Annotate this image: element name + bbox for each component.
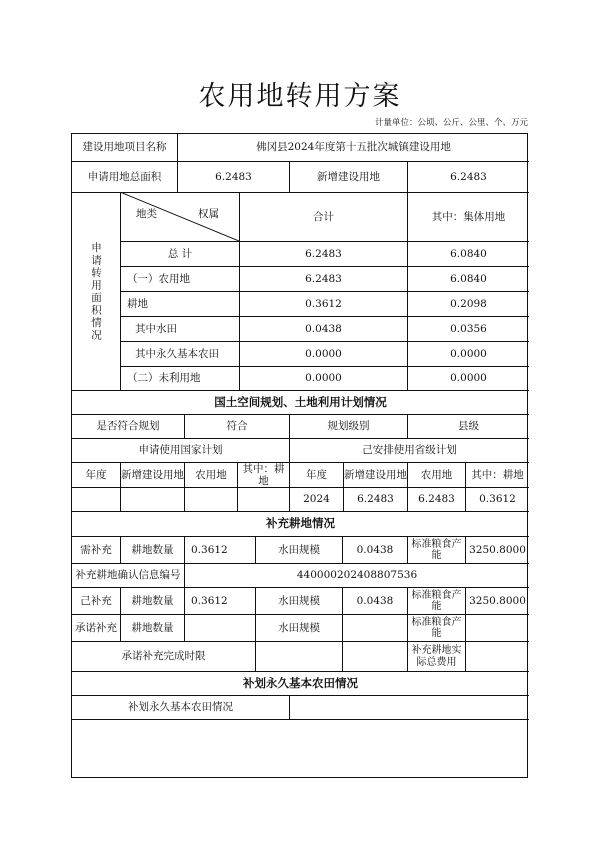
row-paddy-collective: 0.0356 [407,316,529,341]
col-year-1: 年度 [72,462,120,487]
done-grain: 3250.8000 [465,587,529,614]
row-unused-label: （二）未利用地 [120,366,239,390]
confirm-value: 440000202408807536 [184,563,529,587]
row-cultivated-label: 耕地 [120,291,239,316]
total-area-value: 6.2483 [177,161,289,192]
row-farmland-label: （一）农用地 [120,266,239,291]
done-qty-label: 耕地数量 [120,587,184,614]
row-total-total: 6.2483 [239,241,407,266]
plan-heading: 国土空间规划、土地利用计划情况 [72,390,529,414]
row-paddy-total: 0.0438 [239,316,407,341]
header-total: 合计 [239,192,407,241]
need-grain-label: 标准粮食产能 [407,536,465,563]
need-qty: 0.3612 [184,536,255,563]
col-farm-2: 农用地 [407,462,465,487]
row-paddy-label: 其中水田 [120,316,239,341]
need-paddy: 0.0438 [342,536,407,563]
project-label: 建设用地项目名称 [82,141,167,154]
unit-note: 计量单位：公顷、公斤、公里、个、万元 [374,118,528,128]
provincial-plan-label: 己安排使用省级计划 [289,438,529,462]
row-unused-total: 0.0000 [239,366,407,390]
cost-value [465,641,529,671]
supplement-heading: 补充耕地情况 [72,511,529,536]
need-qty-label: 耕地数量 [120,536,184,563]
col-new-1: 新增建设用地 [120,462,184,487]
val-new-2: 6.2483 [343,487,407,511]
deadline-value [255,641,342,671]
row-permanent-collective: 0.0000 [407,341,529,366]
row-permanent-total: 0.0000 [239,341,407,366]
new-construction-value: 6.2483 [407,161,529,192]
promise-paddy [342,614,407,641]
diag-right-label: 权属 [198,208,219,220]
diag-left-label: 地类 [136,208,157,220]
val-cult-1 [237,487,289,511]
basic-farmland-value [289,695,529,719]
promise-paddy-label: 水田规模 [255,614,342,641]
row-farmland-total: 6.2483 [239,266,407,291]
done-paddy-label: 水田规模 [255,587,342,614]
national-plan-label: 申请使用国家计划 [72,438,289,462]
promise-grain [465,614,529,641]
conversion-table [71,133,528,778]
new-construction-label: 新增建设用地 [289,161,407,192]
basic-farmland-label: 补划永久基本农田情况 [72,695,289,719]
level-label: 规划级别 [289,414,407,438]
promise-qty-label: 耕地数量 [120,614,184,641]
total-area-label: 申请用地总面积 [72,161,177,192]
val-year-1 [72,487,120,511]
col-cult-1: 其中：耕地 [237,462,289,487]
row-unused-collective: 0.0000 [407,366,529,390]
val-new-1 [120,487,184,511]
col-year-2: 年度 [289,462,343,487]
basic-farmland-heading: 补划永久基本农田情况 [72,671,529,695]
row-cultivated-total: 0.3612 [239,291,407,316]
project-name: 佛冈县2024年度第十五批次城镇建设用地 [177,134,529,161]
promise-grain-label: 标准粮食产能 [407,614,465,641]
row-total-label: 总 计 [120,241,239,266]
apply-side-label: 申请转用面积情况 [72,192,120,390]
need-grain: 3250.8000 [465,536,529,563]
col-cult-2: 其中：耕地 [465,462,529,487]
promise-qty [184,614,255,641]
val-year-2: 2024 [289,487,343,511]
document-title: 农用地转用方案 [198,81,402,112]
row-permanent-label: 其中永久基本农田 [120,341,239,366]
val-farm-2: 6.2483 [407,487,465,511]
level-value: 县级 [407,414,529,438]
row-farmland-collective: 6.0840 [407,266,529,291]
done-qty: 0.3612 [184,587,255,614]
promise-label: 承诺补充 [72,614,120,641]
blank-area [72,719,529,777]
done-paddy: 0.0438 [342,587,407,614]
done-grain-label: 标准粮食产能 [407,587,465,614]
conform-label: 是否符合规划 [72,414,184,438]
need-label: 需补充 [72,536,120,563]
deadline-spacer [342,641,407,671]
val-farm-1 [184,487,237,511]
col-farm-1: 农用地 [184,462,237,487]
confirm-label: 补充耕地确认信息编号 [72,563,184,587]
col-new-2: 新增建设用地 [343,462,407,487]
done-label: 己补充 [72,587,120,614]
row-total-collective: 6.0840 [407,241,529,266]
deadline-label: 承诺补充完成时限 [72,641,255,671]
val-cult-2: 0.3612 [465,487,529,511]
need-paddy-label: 水田规模 [255,536,342,563]
row-cultivated-collective: 0.2098 [407,291,529,316]
header-collective: 其中：集体用地 [407,192,529,241]
cost-label: 补充耕地实际总费用 [407,641,465,671]
conform-value: 符合 [184,414,289,438]
